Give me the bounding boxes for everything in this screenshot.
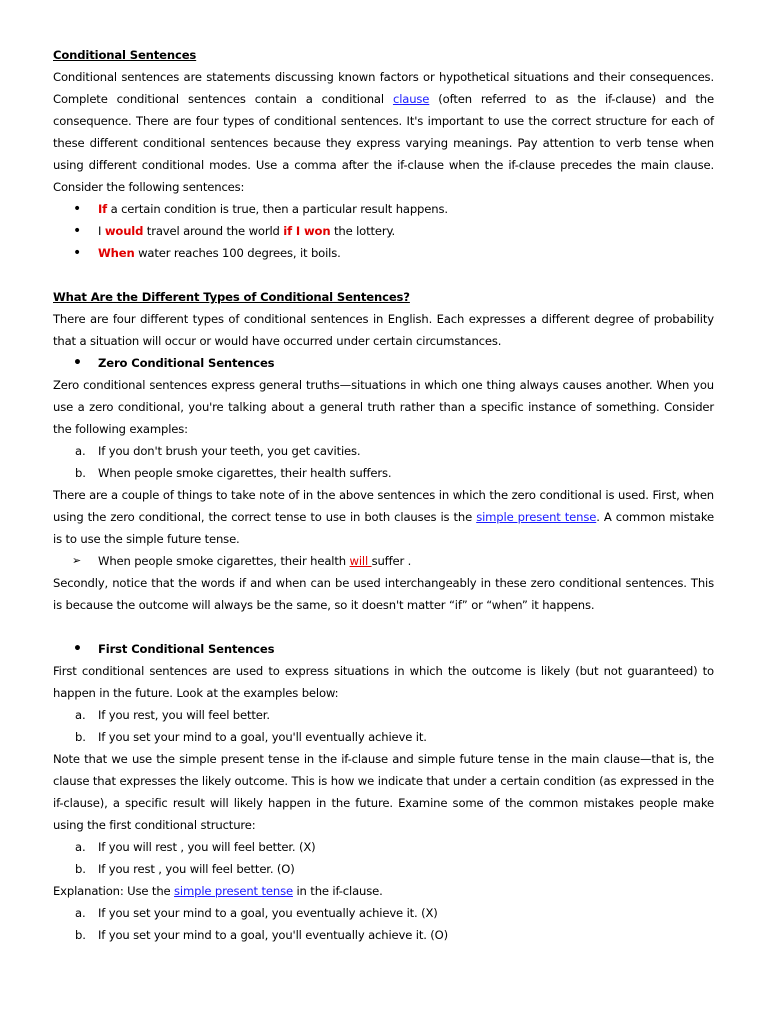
spacer: [53, 616, 714, 638]
example-text: When people smoke cigarettes, their health suffers.: [98, 466, 392, 480]
example-text: When people smoke cigarettes, their health: [98, 554, 350, 568]
example-text: a certain condition is true, then a particular result happens.: [107, 202, 448, 216]
intro-text-1: Conditional sentences are statements discussing known factors or hypothetical situations and their consequences. Complete conditional sentences contain a conditional: [53, 70, 714, 106]
example-text: If you rest, you will feel better.: [98, 708, 270, 722]
list-item: [53, 726, 714, 748]
list-marker: b.: [75, 862, 86, 876]
zero-examples-list: [53, 440, 714, 484]
list-item: [53, 462, 714, 484]
keyword-would: would: [104, 224, 144, 238]
keyword-when: When: [98, 246, 135, 260]
simple-present-tense-link[interactable]: simple present tense: [174, 884, 293, 898]
spacer: [53, 264, 714, 286]
intro-text-2: (often referred to as the if-clause) and the consequence. There are four types of conditional sentences. It's important to use the correct structure for each of these different conditional sentences because they express varying meanings. Pay attention to verb tense when using different conditional modes. Use a comma after the if-clause when the if-clause precedes the main clause. Consider the following sentences:: [53, 92, 714, 194]
types-paragraph: There are four different types of conditional sentences in English. Each expresses a different degree of probability that a situation will occur or would have occurred under certain circumstances.: [53, 312, 714, 348]
list-item: [53, 704, 714, 726]
example-text: If you don't brush your teeth, you get cavities.: [98, 444, 361, 458]
example-text: If you set your mind to a goal, you'll eventually achieve it. (O): [98, 928, 449, 942]
list-item: [53, 440, 714, 462]
intro-examples-list: [53, 198, 714, 264]
first-heading-list: [53, 638, 714, 660]
clause-link[interactable]: clause: [392, 92, 430, 106]
example-text: If you rest , you will feel better. (O): [98, 862, 295, 876]
list-marker: a.: [75, 708, 86, 722]
zero-conditional-heading: • Zero Conditional Sentences: [53, 352, 714, 374]
list-marker: b.: [75, 466, 86, 480]
list-item: [53, 220, 714, 242]
list-marker: b.: [75, 730, 86, 744]
explanation-paragraph: [53, 880, 714, 902]
list-item: [53, 836, 714, 858]
list-item: [53, 242, 714, 264]
example-text: If you set your mind to a goal, you eventually achieve it. (X): [98, 906, 438, 920]
example-text: the lottery.: [330, 224, 396, 238]
document-title: Conditional Sentences: [53, 48, 197, 62]
first-conditional-heading: • First Conditional Sentences: [53, 638, 714, 660]
zero-second-point: Secondly, notice that the words if and when can be used interchangeably in these zero conditional sentences. This is because the outcome will always be the same, so it doesn't matter “if” or “when” it happens.: [53, 576, 714, 612]
intro-paragraph: [53, 66, 714, 198]
types-heading: What Are the Different Types of Conditional Sentences?: [53, 290, 410, 304]
example-text: If you set your mind to a goal, you'll eventually achieve it.: [98, 730, 427, 744]
example-text: suffer .: [371, 554, 412, 568]
first-paragraph: First conditional sentences are used to express situations in which the outcome is likely (but not guaranteed) to happen in the future. Look at the examples below:: [53, 664, 714, 700]
zero-note-paragraph: [53, 484, 714, 550]
note-text: There are a couple of things to take note of in the above sentences in which the zero conditional is used. First, when using the zero conditional, the correct tense to use in both clauses is the: [53, 488, 714, 524]
list-item: [53, 858, 714, 880]
example-text: If you will rest , you will feel better. (X): [98, 840, 316, 854]
zero-paragraph: Zero conditional sentences express general truths—situations in which one thing always causes another. When you use a zero conditional, you're talking about a general truth rather than a specific instance of something. Consider the following examples:: [53, 378, 714, 436]
keyword-if: If: [98, 202, 108, 216]
first-mistakes-list-1: [53, 836, 714, 880]
list-marker: b.: [75, 928, 86, 942]
list-item: [53, 550, 714, 572]
first-examples-list: [53, 704, 714, 748]
keyword-if-i-won: if I won: [283, 224, 331, 238]
document-page: [53, 44, 714, 946]
zero-heading-list: [53, 352, 714, 374]
zero-mistake-list: [53, 550, 714, 572]
explanation-text: in the if-clause.: [292, 884, 383, 898]
note-text: . A common mistake is to use the simple future tense.: [53, 510, 714, 546]
list-item: [53, 924, 714, 946]
keyword-will: will: [349, 554, 372, 568]
list-marker: a.: [75, 444, 86, 458]
first-note-paragraph: Note that we use the simple present tense in the if-clause and simple future tense in the main clause—that is, the clause that expresses the likely outcome. This is how we indicate that under a certain condition (as expressed in the if-clause), a specific result will likely happen in the future. Examine some of the common mistakes people make using the first conditional structure:: [53, 752, 714, 832]
example-text: I: [98, 224, 105, 238]
first-mistakes-list-2: [53, 902, 714, 946]
list-item: [53, 902, 714, 924]
simple-present-tense-link[interactable]: simple present tense: [476, 510, 597, 524]
list-item: [53, 198, 714, 220]
explanation-text: Explanation: Use the: [53, 884, 175, 898]
list-marker: a.: [75, 840, 86, 854]
list-marker: a.: [75, 906, 86, 920]
example-text: water reaches 100 degrees, it boils.: [134, 246, 341, 260]
example-text: travel around the world: [143, 224, 284, 238]
